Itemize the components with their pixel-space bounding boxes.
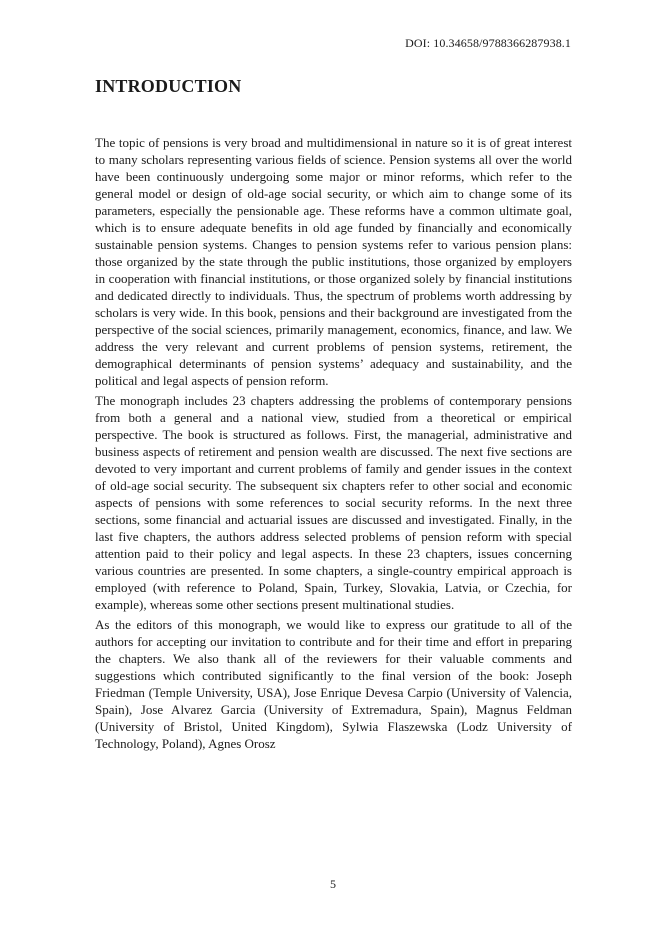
paragraph-topic-of-pensions: The topic of pensions is very broad and multidimensional in nature so it is of great interest to many scholars representing various fields of science. Pension systems all over the world have been continuously undergoing some major or minor reforms, which refer to the general model or design of old-age social security, or which aim to change some of its parameters, especially the pensionable age. These reforms have a common ultimate goal, which is to ensure adequate benefits in old age funded by financially and economically sustainable pension systems. Changes to pension systems refer to various pension plans: those organized by the state through the public institutions, those organized by employers in cooperation with financial institutions, or those organized solely by financial institutions and dedicated directly to individuals. Thus, the spectrum of problems worth addressing by scholars is very wide. In this book, pensions and their background are investigated from the perspective of the social sciences, primarily management, economics, finance, and law. We address the very relevant and current problems of pension systems, retirement, the demographical determinants of pension systems’ adequacy and sustainability, and the political and legal aspects of pension reform.: [95, 135, 572, 388]
page-number: 5: [330, 877, 336, 891]
doi-header: DOI: 10.34658/9788366287938.1: [405, 36, 571, 50]
page-title: INTRODUCTION: [95, 76, 242, 96]
paragraph-acknowledgements: As the editors of this monograph, we would like to express our gratitude to all of the authors for accepting our invitation to contribute and for their time and effort in preparing the chapters. We also thank all of the reviewers for their valuable comments and suggestions which contributed significantly to the final version of the book: Joseph Friedman (Temple University, USA), Jose Enrique Devesa Carpio (University of Valencia, Spain), Jose Alvarez Garcia (University of Extremadura, Spain), Magnus Feldman (University of Bristol, United Kingdom), Sylwia Flaszewska (Lodz University of Technology, Poland), Agnes Orosz: [95, 617, 572, 751]
paragraph-monograph-structure: The monograph includes 23 chapters addressing the problems of contemporary pensions from both a general and a national view, studied from a theoretical or empirical perspective. The book is structured as follows. First, the managerial, administrative and business aspects of retirement and pension wealth are discussed. The next five sections are devoted to very important and current problems of family and gender issues in the context of old-age social security. The subsequent six chapters refer to other social and economic aspects of pensions with some references to social security reforms. In the next three sections, some financial and actuarial issues are discussed and investigated. Finally, in the last five chapters, the authors address selected problems of pension reform with special attention paid to their policy and legal aspects. In these 23 chapters, issues concerning various countries are presented. In some chapters, a single-country empirical approach is employed (with reference to Poland, Spain, Turkey, Slovakia, Latvia, or Czechia, for example), whereas some other sections present multinational studies.: [95, 393, 572, 612]
body-text: [95, 134, 572, 755]
